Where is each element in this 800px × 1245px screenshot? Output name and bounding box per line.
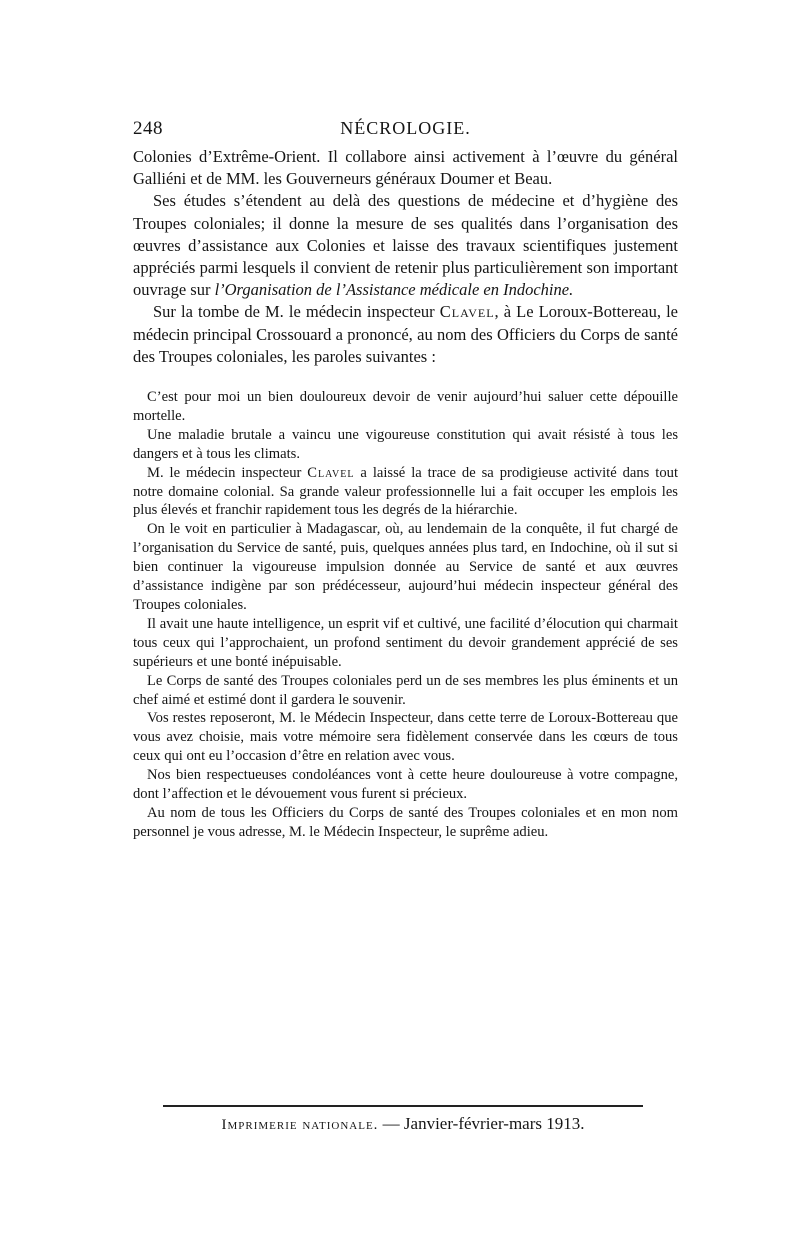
printer-imprint xyxy=(163,1114,643,1134)
speech-paragraph-7: Vos restes reposeront, M. le Médecin Inspecteur, dans cette terre de Loroux-Bottereau que vous avez choisie, mais votre mémoire sera fidèlement conservée dans les cœurs de tous ceux qui ont eu l’occasion d’être en relation avec vous. xyxy=(133,710,678,765)
main-text xyxy=(133,146,678,842)
print-date: — Janvier-février-mars 1913. xyxy=(378,1114,585,1133)
page-header xyxy=(133,118,678,144)
speech-paragraph-4: On le voit en particulier à Madagascar, où, au lendemain de la conquête, il fut chargé de l’organisation du Service de santé, puis, quelques années plus tard, en Indochine, où il sut si bien continuer la vigoureuse impulsion donnée au Service de santé et aux œuvres d’assistance indigène par son prédécesseur, aujourd’hui médecin inspecteur général des Troupes coloniales. xyxy=(133,521,678,613)
speech-paragraph-3-before: M. le médecin inspecteur xyxy=(147,464,308,481)
speech-paragraph-9: Au nom de tous les Officiers du Corps de santé des Troupes coloniales et en mon nom personnel je vous adresse, M. le Médecin Inspecteur, le suprême adieu. xyxy=(133,804,678,840)
paragraph-3-before: Sur la tombe de M. le médecin inspecteur xyxy=(153,302,440,322)
narrative-section xyxy=(133,146,678,368)
speech-paragraph-1: C’est pour moi un bien douloureux devoir de venir aujourd’hui saluer cette dépouille mortelle. xyxy=(133,389,678,424)
page-number: 248 xyxy=(133,118,163,139)
speech-paragraph-6: Le Corps de santé des Troupes coloniales perd un de ses membres les plus éminents et un chef aimé et estimé dont il gardera le souvenir. xyxy=(133,672,678,708)
paragraph-2 xyxy=(133,190,678,301)
paragraph-3 xyxy=(133,301,678,368)
paragraph-3-after: , à Le Loroux-Bottereau, le médecin principal Crossouard a prononcé, au nom des Officiers du Corps de santé des Troupes coloniales, les paroles suivantes : xyxy=(133,302,678,366)
speech-person-name: Clavel xyxy=(307,464,355,481)
speech-paragraph-3 xyxy=(133,464,678,521)
paragraph-2-text: Ses études s’étendent au delà des questions de médecine et d’hygiène des Troupes coloniales; il donne la mesure de ses qualités dans l’organisation des œuvres d’assistance aux Colonies et laisse des travaux scientifiques justement appréciés parmi lesquels il convient de retenir plus particulièrement son important ouvrage sur xyxy=(133,191,678,300)
footer-rule xyxy=(163,1105,643,1107)
speech-paragraph-5: Il avait une haute intelligence, un esprit vif et cultivé, une facilité d’élocution qui charmait tous ceux qui l’approchaient, un profond sentiment du devoir grandement apprécié de ses supérieurs et une bonté inépuisable. xyxy=(133,615,678,670)
printer-name: Imprimerie nationale. xyxy=(221,1117,379,1133)
speech-section xyxy=(133,388,678,842)
speech-paragraph-8: Nos bien respectueuses condoléances vont à cette heure douloureuse à votre compagne, dont l’affection et le dévouement vous furent si précieux. xyxy=(133,767,678,803)
speech-paragraph-3-after: a laissé la trace de sa prodigieuse activité dans tout notre domaine colonial. Sa grande valeur professionnelle lui a fait occuper les emplois les plus élevés et franchir rapidement tous les degrés de la hiérarchie. xyxy=(133,464,678,519)
paragraph-1: Colonies d’Extrême-Orient. Il collabore ainsi activement à l’œuvre du général Galliéni et de MM. les Gouverneurs généraux Doumer et Beau. xyxy=(133,147,678,189)
book-title: l’Organisation de l’Assistance médicale en Indochine. xyxy=(214,280,574,300)
running-title: NÉCROLOGIE. xyxy=(340,118,471,138)
person-name: Clavel xyxy=(439,302,495,322)
speech-paragraph-2: Une maladie brutale a vaincu une vigoureuse constitution qui avait résisté à tous les dangers et à tous les climats. xyxy=(133,426,678,462)
